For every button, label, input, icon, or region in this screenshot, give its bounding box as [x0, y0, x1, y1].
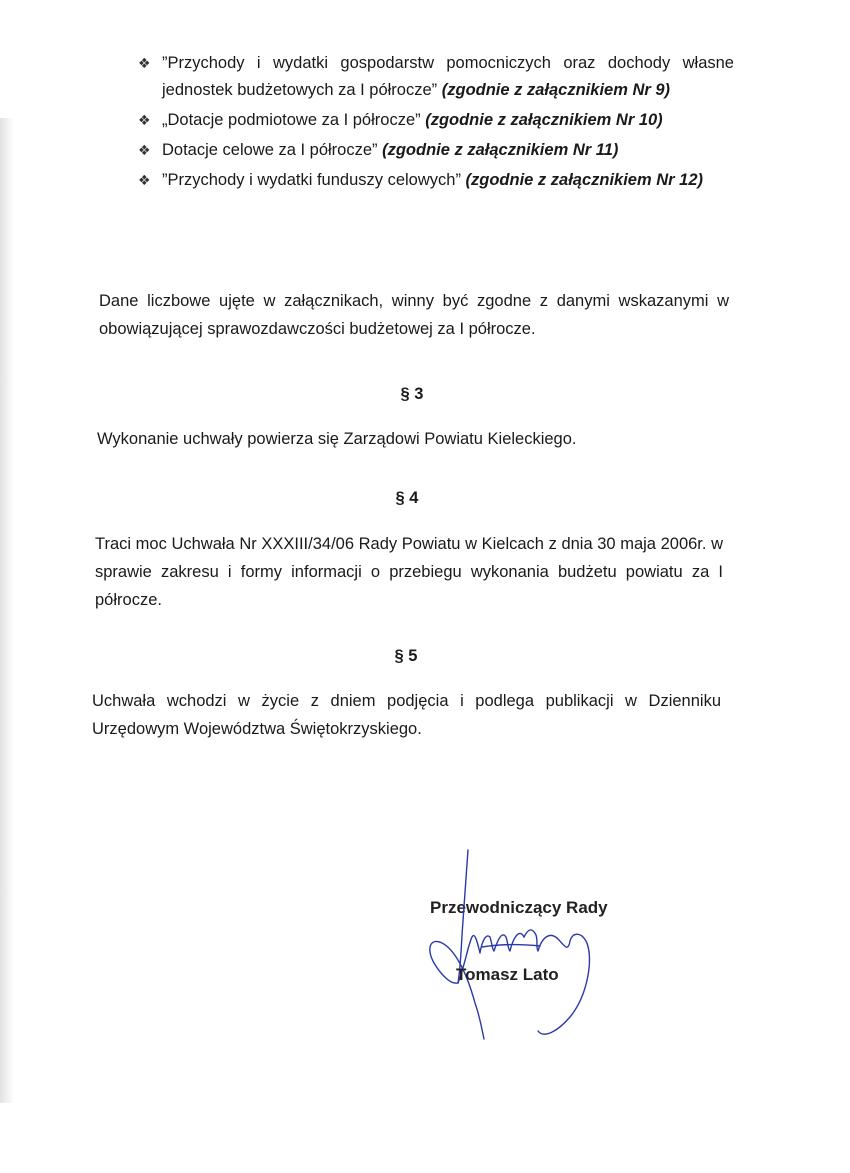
scan-edge-shadow: [0, 118, 14, 1103]
list-item-text: ”Przychody i wydatki funduszy celowych”: [162, 171, 466, 189]
section-3-heading: § 3: [400, 385, 424, 403]
list-item-reference: (zgodnie z załącznikiem Nr 11): [382, 141, 619, 159]
section-4-heading: § 4: [395, 489, 419, 507]
handwritten-signature: [420, 845, 600, 1045]
signatory-name: Tomasz Lato: [456, 965, 559, 984]
list-item-text: ”Przychody i wydatki gospodarstw pomocniczych oraz dochody własne jednostek budżetowych za I półrocze”: [162, 54, 734, 99]
four-diamond-bullet-icon: ❖: [138, 172, 151, 188]
list-item-reference: (zgodnie z załącznikiem Nr 12): [465, 171, 704, 189]
list-item-text: Dotacje celowe za I półrocze”: [162, 141, 383, 159]
list-item: [138, 137, 734, 164]
list-item: [138, 167, 734, 194]
signatory-title: Przewodniczący Rady: [430, 898, 608, 917]
list-item: [138, 50, 734, 104]
section-4-text: Traci moc Uchwała Nr XXXIII/34/06 Rady Powiatu w Kielcach z dnia 30 maja 2006r. w sprawie zakresu i formy informacji o przebiegu wykonania budżetu powiatu za I półrocze.: [95, 535, 723, 609]
list-item-reference: (zgodnie z załącznikiem Nr 10): [425, 111, 663, 129]
list-item-text: „Dotacje podmiotowe za I półrocze”: [162, 111, 426, 129]
list-item: [138, 107, 734, 134]
section-5-heading: § 5: [394, 647, 418, 665]
four-diamond-bullet-icon: ❖: [138, 142, 151, 158]
four-diamond-bullet-icon: ❖: [138, 112, 151, 128]
list-item-reference: (zgodnie z załącznikiem Nr 9): [441, 81, 671, 99]
attachment-list: [138, 50, 734, 194]
section-5-text: Uchwała wchodzi w życie z dniem podjęcia i podlega publikacji w Dzienniku Urzędowym Województwa Świętokrzyskiego.: [92, 692, 721, 738]
four-diamond-bullet-icon: ❖: [138, 55, 151, 71]
section-3-text: Wykonanie uchwały powierza się Zarządowi Powiatu Kieleckiego.: [97, 430, 577, 448]
data-consistency-paragraph: Dane liczbowe ujęte w załącznikach, winny być zgodne z danymi wskazanymi w obowiązującej sprawozdawczości budżetowej za I półrocze.: [99, 292, 729, 338]
